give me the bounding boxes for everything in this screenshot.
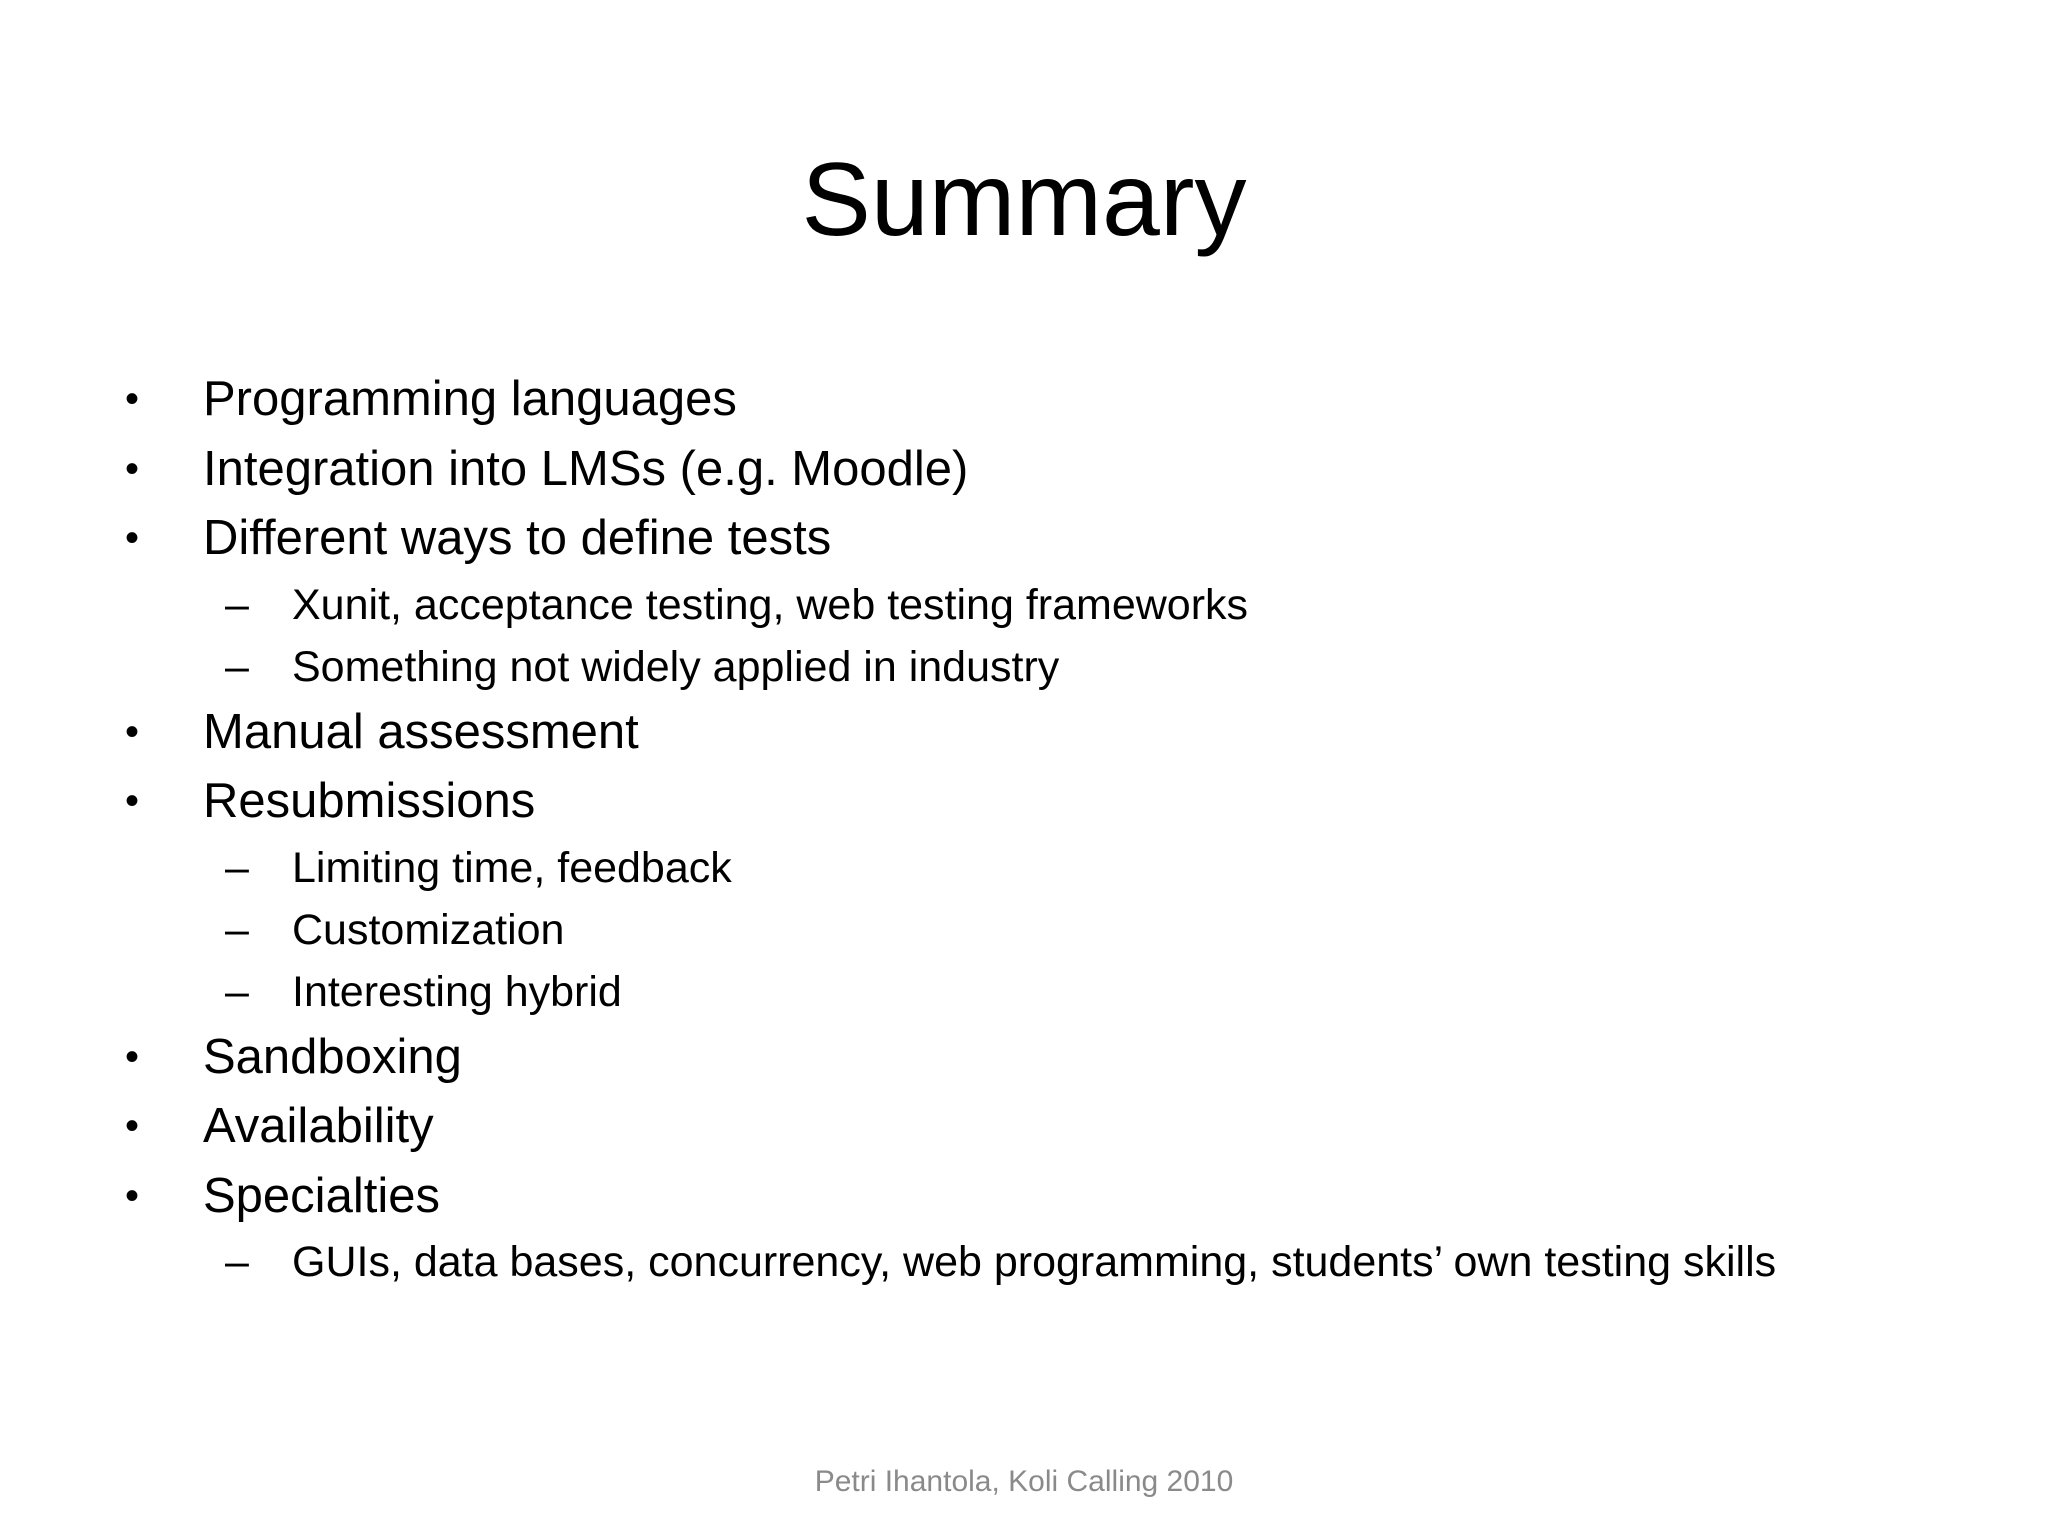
bullet-list	[0, 365, 2048, 1293]
bullet-icon: •	[125, 1104, 140, 1148]
slide-title: Summary	[801, 142, 1247, 258]
sub-bullet-text: Xunit, acceptance testing, web testing frameworks	[292, 580, 1249, 629]
bullet-icon: •	[125, 1034, 140, 1079]
bullet-item	[0, 1092, 2048, 1162]
sub-bullet-text: GUIs, data bases, concurrency, web programming, students’ own testing skills	[292, 1238, 1777, 1286]
sub-bullet-item	[0, 1231, 2048, 1293]
bullet-text: Manual assessment	[203, 704, 639, 759]
bullet-icon: •	[125, 709, 140, 754]
bullet-text: Availability	[203, 1099, 434, 1153]
dash-icon: –	[225, 905, 249, 954]
sub-bullet-item	[0, 574, 2048, 636]
bullet-item	[0, 504, 2048, 574]
sub-bullet-item	[0, 899, 2048, 961]
bullet-text: Different ways to define tests	[203, 511, 832, 565]
sub-bullet-text: Something not widely applied in industry	[292, 642, 1060, 691]
dash-icon: –	[225, 1238, 249, 1286]
sub-bullet-text: Limiting time, feedback	[292, 843, 732, 892]
bullet-icon: •	[125, 377, 140, 421]
bullet-text: Integration into LMSs (e.g. Moodle)	[203, 441, 969, 496]
bullet-item	[0, 435, 2048, 505]
bullet-icon: •	[125, 779, 140, 823]
bullet-text: Sandboxing	[203, 1029, 462, 1084]
bullet-item	[0, 698, 2048, 768]
bullet-text: Programming languages	[203, 372, 737, 426]
slide-footer: Petri Ihantola, Koli Calling 2010	[814, 1465, 1234, 1498]
sub-bullet-item	[0, 837, 2048, 899]
bullet-item	[0, 767, 2048, 837]
bullet-item	[0, 1023, 2048, 1093]
dash-icon: –	[225, 843, 249, 892]
bullet-text: Specialties	[203, 1168, 440, 1223]
bullet-icon: •	[125, 446, 140, 491]
sub-bullet-text: Interesting hybrid	[292, 967, 622, 1016]
bullet-item	[0, 1162, 2048, 1232]
bullet-icon: •	[125, 516, 140, 560]
bullet-text: Resubmissions	[203, 774, 536, 828]
bullet-item	[0, 365, 2048, 435]
sub-bullet-item	[0, 961, 2048, 1023]
dash-icon: –	[225, 967, 249, 1016]
bullet-icon: •	[125, 1173, 140, 1218]
sub-bullet-text: Customization	[292, 905, 565, 954]
sub-bullet-item	[0, 636, 2048, 698]
dash-icon: –	[225, 642, 249, 691]
dash-icon: –	[225, 580, 249, 629]
